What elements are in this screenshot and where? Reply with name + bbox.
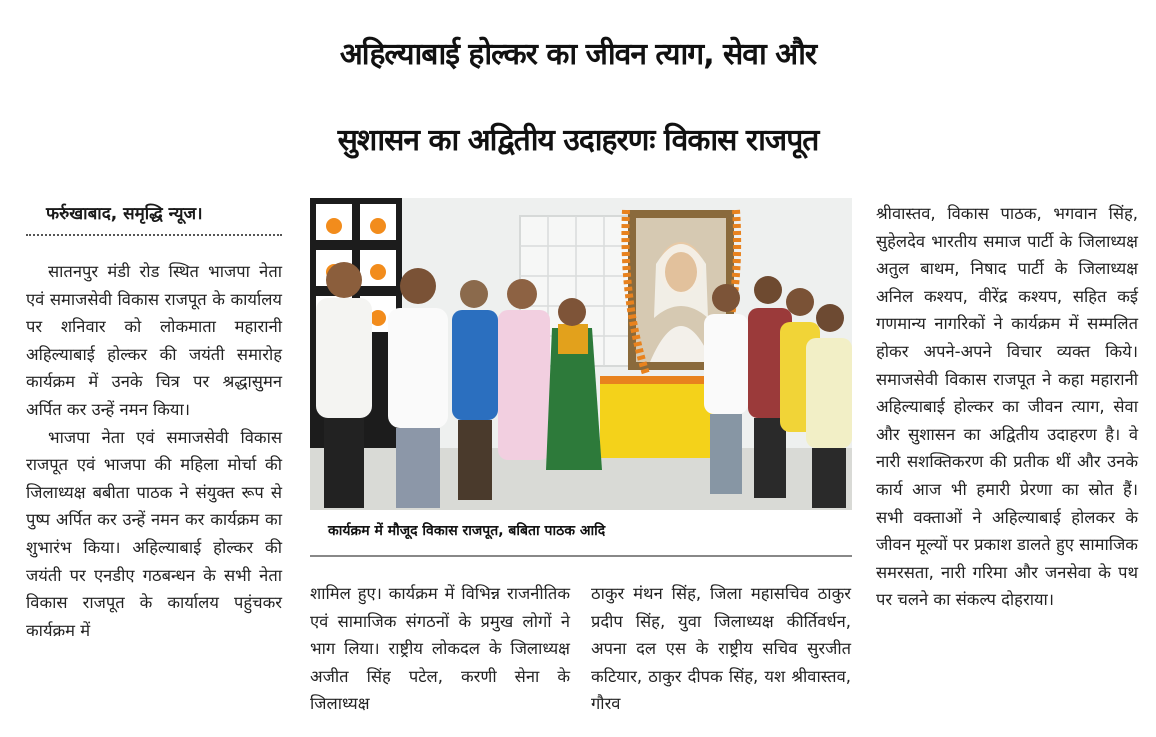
photo-caption: कार्यक्रम में मौजूद विकास राजपूत, बबिता पाठक आदि <box>328 523 606 539</box>
caption-divider <box>310 555 852 557</box>
article-column-2 <box>310 580 570 718</box>
paragraph-3: शामिल हुए। कार्यक्रम में विभिन्न राजनीतिक एवं सामाजिक संगठनों के प्रमुख लोगों ने भाग लिया। राष्ट्रीय लोकदल के जिलाध्यक्ष अजीत सिंह पटेल, करणी सेना के जिलाध्यक्ष <box>310 584 570 714</box>
headline-line-1: अहिल्याबाई होल्कर का जीवन त्याग, सेवा और <box>339 37 817 72</box>
paragraph-5: श्रीवास्तव, विकास पाठक, भगवान सिंह, सुहेलदेव भारतीय समाज पार्टी के जिलाध्यक्ष अतुल बाथम, निषाद पार्टी के जिलाध्यक्ष अनिल कश्यप, वीरेंद्र कश्यप, सहित कई गणमान्य नागरिकों ने कार्यक्रम में सम्मलित होकर अपने-अपने विचार व्यक्त किये। समाजसेवी विकास राजपूत ने कहा महारानी अहिल्याबाई होल्कर का जीवन त्याग, सेवा और सुशासन का अद्वितीय उदाहरण है। वे नारी सशक्तिकरण की प्रतीक थीं और उनके कार्य आज भी हमारी प्रेरणा का स्रोत हैं। सभी वक्ताओं ने अहिल्याबाई होलकर के जीवन मूल्यों पर प्रकाश डालते हुए सामाजिक समरसता, नारी गरिमा और जनसेवा के पथ पर चलने का संकल्प दोहराया। <box>876 204 1138 610</box>
paragraph-1: सातनपुर मंडी रोड स्थित भाजपा नेता एवं समाजसेवी विकास राजपूत के कार्यालय पर शनिवार को लोकमाता महारानी अहिल्याबाई होल्कर की जयंती समारोह कार्यक्रम में उनके चित्र पर श्रद्धासुमन अर्पित कर उन्हें नमन किया। <box>26 262 282 419</box>
event-photo <box>310 198 852 510</box>
headline-line-2: सुशासन का अद्वितीय उदाहरणः विकास राजपूत <box>337 123 819 158</box>
dotted-divider <box>26 234 282 236</box>
paragraph-4: ठाकुर मंथन सिंह, जिला महासचिव ठाकुर प्रदीप सिंह, युवा जिलाध्यक्ष कीर्तिवर्धन, अपना दल एस के राष्ट्रीय सचिव सुरजीत कटियार, ठाकुर दीपक सिंह, यश श्रीवास्तव, गौरव <box>591 584 851 714</box>
dateline: फर्रुखाबाद, समृद्धि न्यूज। <box>46 204 203 224</box>
paragraph-2: भाजपा नेता एवं समाजसेवी विकास राजपूत एवं भाजपा की महिला मोर्चा की जिलाध्यक्ष बबीता पाठक ने संयुक्त रूप से पुष्प अर्पित कर उन्हें नमन कर कार्यक्रम का शुभारंभ किया। अहिल्याबाई होल्कर की जयंती पर एनडीए गठबन्धन के सभी नेता विकास राजपूत के कार्यालय पहुंचकर कार्यक्रम में <box>26 427 282 640</box>
article-column-1 <box>26 258 282 644</box>
article-column-4 <box>876 200 1138 614</box>
event-photo-illustration <box>310 198 852 510</box>
article-column-3 <box>591 580 851 718</box>
